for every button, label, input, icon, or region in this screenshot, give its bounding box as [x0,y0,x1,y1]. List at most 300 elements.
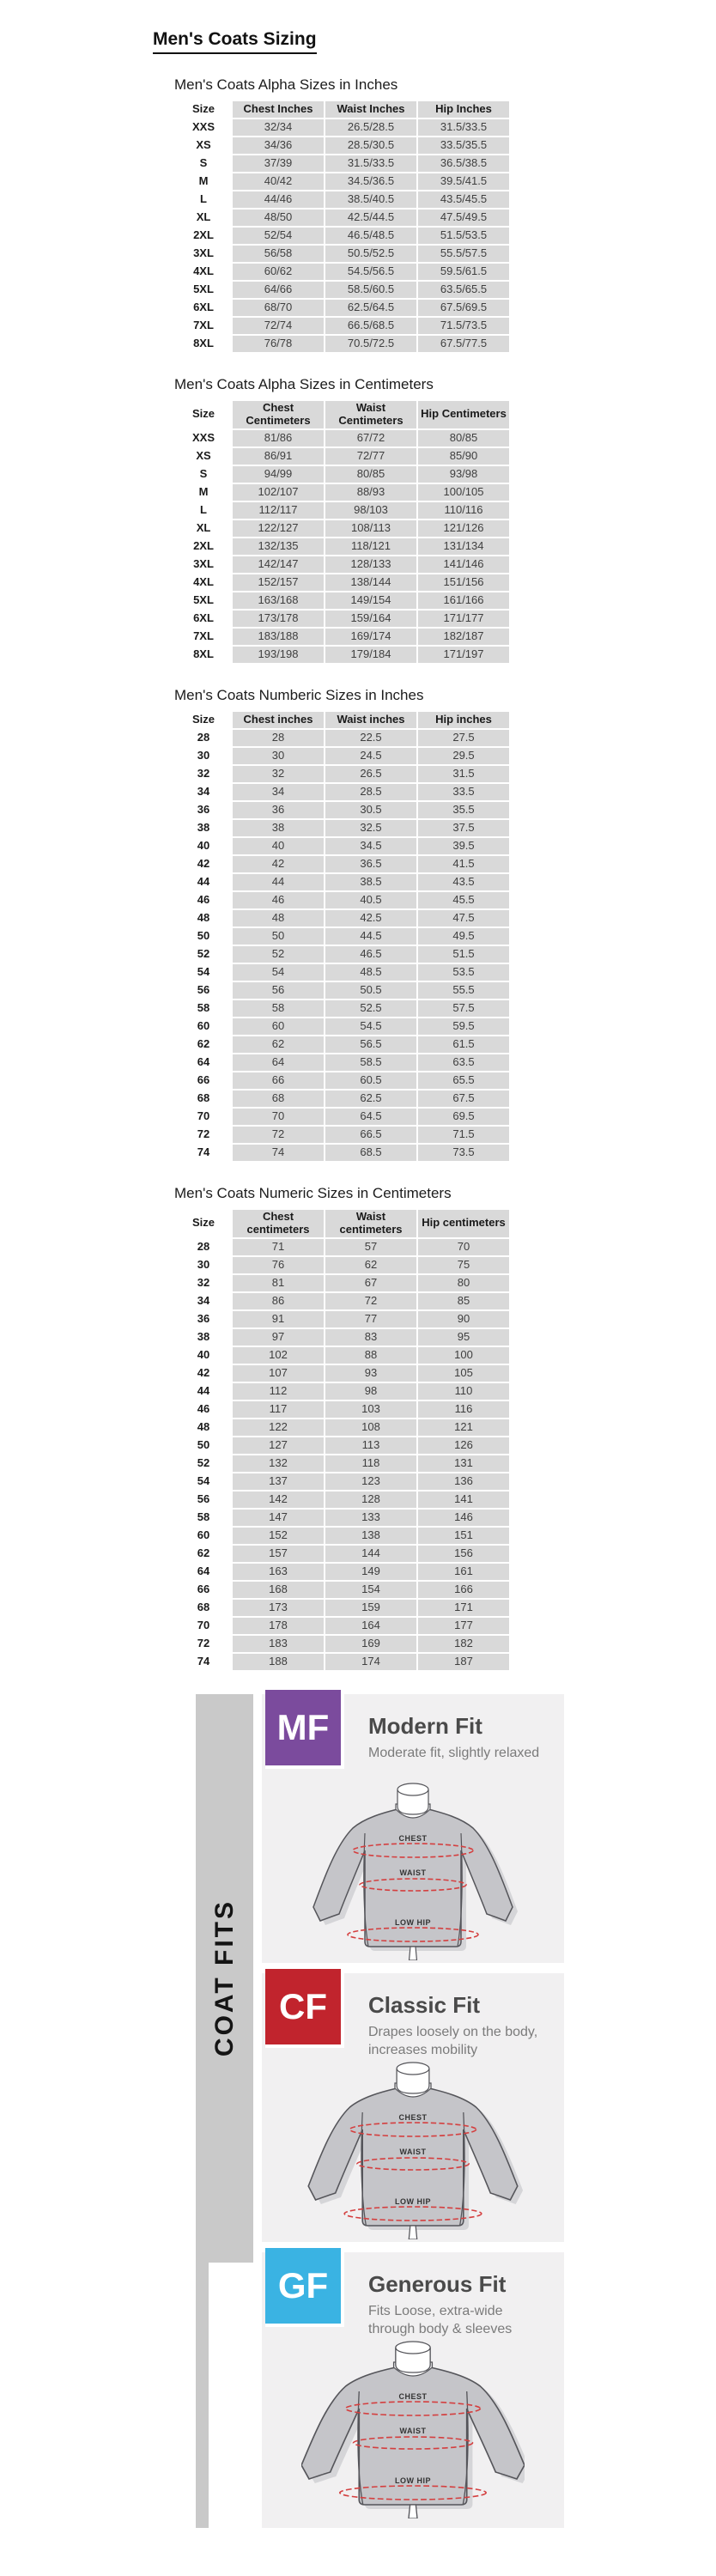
value-cell: 81/86 [233,430,324,447]
sizing-table-alpha-centimeters [174,399,511,665]
value-cell: 26.5 [325,766,416,782]
value-cell: 171/177 [418,611,509,627]
fit-card-classic [262,1973,564,2242]
table-row [176,1582,509,1598]
value-cell: 94/99 [233,466,324,483]
value-cell: 45.5 [418,892,509,908]
size-cell: 5XL [193,592,214,606]
table-row [176,1347,509,1364]
sizing-table-numeric-centimeters [174,1208,511,1672]
fit-title: Modern Fit [368,1712,482,1739]
value-cell: 179/184 [325,647,416,663]
table-row [176,155,509,172]
sizing-table-numeric-inches [174,710,511,1163]
value-cell: 81 [233,1275,324,1291]
table-row [176,1000,509,1017]
table-row [176,1510,509,1526]
value-cell: 159/164 [325,611,416,627]
size-cell: 62 [197,1036,210,1050]
size-cell: 50 [197,928,210,942]
size-cell: 40 [197,838,210,852]
value-cell: 174 [325,1654,416,1670]
value-cell: 88/93 [325,484,416,501]
value-cell: 98 [325,1383,416,1400]
table-row [176,246,509,262]
value-cell: 28.5 [325,784,416,800]
value-cell: 38.5/40.5 [325,191,416,208]
table-row [176,119,509,136]
value-cell: 171/197 [418,647,509,663]
value-cell: 63.5/65.5 [418,282,509,298]
value-cell: 85 [418,1293,509,1309]
value-cell: 54 [233,964,324,981]
value-cell: 31.5 [418,766,509,782]
value-cell: 46.5 [325,946,416,963]
value-cell: 83 [325,1329,416,1346]
value-cell: 169/174 [325,629,416,645]
value-cell: 91 [233,1311,324,1327]
size-cell: 50 [197,1437,210,1451]
value-cell: 132 [233,1455,324,1472]
legs-hint [409,2226,416,2239]
size-cell: 48 [197,910,210,924]
size-cell: 66 [197,1072,210,1086]
header-row [176,1210,509,1237]
value-cell: 178 [233,1618,324,1634]
value-cell: 112 [233,1383,324,1400]
value-cell: 62.5 [325,1091,416,1107]
value-cell: 62 [325,1257,416,1273]
fit-title: Classic Fit [368,1991,481,2018]
size-cell: 68 [197,1091,210,1104]
table-row [176,466,509,483]
table-row [176,1293,509,1309]
table-row [176,730,509,746]
fit-badge: CF [265,1969,344,2048]
value-cell: 51.5 [418,946,509,963]
fit-card-modern [262,1694,564,1963]
table-row [176,1473,509,1490]
value-cell: 171 [418,1600,509,1616]
size-cell: 2XL [193,538,214,552]
value-cell: 41.5 [418,856,509,872]
table-row [176,430,509,447]
table-row [176,1419,509,1436]
column-header: Hip centimeters [418,1210,509,1237]
value-cell: 141/146 [418,556,509,573]
value-cell: 131 [418,1455,509,1472]
fit-card-generous [262,2252,564,2528]
table-row [176,1072,509,1089]
chest-measure-label: CHEST [398,2391,428,2401]
value-cell: 177 [418,1618,509,1634]
value-cell: 107 [233,1365,324,1382]
value-cell: 157 [233,1546,324,1562]
value-cell: 68 [233,1091,324,1107]
value-cell: 38 [233,820,324,836]
size-cell: 58 [197,1000,210,1014]
value-cell: 31.5/33.5 [325,155,416,172]
size-cell: 54 [197,1473,210,1487]
size-cell: 36 [197,802,210,816]
size-cell: 32 [197,766,210,780]
value-cell: 163 [233,1564,324,1580]
fit-description: Moderate fit, slightly relaxed [368,1745,540,1760]
size-cell: 44 [197,874,210,888]
value-cell: 118 [325,1455,416,1472]
size-cell: 6XL [193,301,214,314]
value-cell: 60.5 [325,1072,416,1089]
lowhip-measure-label: LOW HIP [395,2196,431,2206]
value-cell: 121 [418,1419,509,1436]
value-cell: 33.5/35.5 [418,137,509,154]
size-cell: 48 [197,1419,210,1433]
value-cell: 37.5 [418,820,509,836]
value-cell: 39.5/41.5 [418,173,509,190]
section-title: Men's Coats Alpha Sizes in Centimeters [174,376,434,392]
value-cell: 30.5 [325,802,416,818]
coat-illustration [301,2336,525,2518]
value-cell: 73.5 [418,1145,509,1161]
table-row [176,137,509,154]
section-title: Men's Coats Alpha Sizes in Inches [174,76,398,93]
size-cell: 42 [197,856,210,870]
value-cell: 40.5 [325,892,416,908]
lowhip-measure-label: LOW HIP [395,2476,431,2485]
column-header: Hip Centimeters [418,401,509,428]
size-cell: M [198,484,209,498]
value-cell: 163/168 [233,592,324,609]
value-cell: 121/126 [418,520,509,537]
column-header: Chest centimeters [233,1210,324,1237]
coat-drawing [301,2336,525,2518]
value-cell: 132/135 [233,538,324,555]
value-cell: 50 [233,928,324,945]
value-cell: 122/127 [233,520,324,537]
size-cell: 28 [197,730,210,744]
value-cell: 35.5 [418,802,509,818]
value-cell: 58.5/60.5 [325,282,416,298]
value-cell: 56 [233,982,324,999]
value-cell: 32 [233,766,324,782]
value-cell: 66 [233,1072,324,1089]
value-cell: 80 [418,1275,509,1291]
value-cell: 22.5 [325,730,416,746]
value-cell: 72 [325,1293,416,1309]
size-cell: 58 [197,1510,210,1523]
value-cell: 42.5 [325,910,416,927]
value-cell: 72/77 [325,448,416,465]
value-cell: 72 [233,1127,324,1143]
waist-measure-label: WAIST [399,2426,427,2435]
value-cell: 183 [233,1636,324,1652]
size-cell: 6XL [193,611,214,624]
value-cell: 69.5 [418,1109,509,1125]
size-cell: 60 [197,1528,210,1541]
size-cell: 4XL [193,574,214,588]
column-header: Size [191,1216,215,1230]
section-numeric-inches [174,687,511,1163]
value-cell: 70.5/72.5 [325,336,416,352]
value-cell: 32.5 [325,820,416,836]
table-row [176,556,509,573]
coat-fits-section [196,1694,716,2528]
table-row [176,1401,509,1418]
table-row [176,1455,509,1472]
value-cell: 116 [418,1401,509,1418]
size-cell: 34 [197,784,210,798]
size-cell: 72 [197,1127,210,1140]
table-row [176,838,509,854]
value-cell: 98/103 [325,502,416,519]
value-cell: 161/166 [418,592,509,609]
value-cell: 138/144 [325,574,416,591]
coat-fits-sidebar [196,1694,253,2528]
table-row [176,820,509,836]
column-header: Waist Centimeters [325,401,416,428]
column-header: Chest Centimeters [233,401,324,428]
fit-description: Drapes loosely on the body, increases mobility [368,2024,538,2058]
value-cell: 71.5 [418,1127,509,1143]
value-cell: 61.5 [418,1036,509,1053]
fit-title: Generous Fit [368,2270,507,2297]
size-cell: XS [196,448,211,462]
table-row [176,336,509,352]
size-cell: 64 [197,1054,210,1068]
value-cell: 43.5 [418,874,509,890]
header-row [176,401,509,428]
value-cell: 47.5/49.5 [418,210,509,226]
value-cell: 67.5/77.5 [418,336,509,352]
value-cell: 39.5 [418,838,509,854]
value-cell: 28.5/30.5 [325,137,416,154]
table-row [176,1528,509,1544]
section-title: Men's Coats Numeric Sizes in Centimeters [174,1184,452,1201]
value-cell: 168 [233,1582,324,1598]
value-cell: 58.5 [325,1054,416,1071]
size-cell: 8XL [193,647,214,660]
table-row [176,611,509,627]
value-cell: 57 [325,1239,416,1255]
header-row [176,712,509,728]
value-cell: 71 [233,1239,324,1255]
value-cell: 144 [325,1546,416,1562]
value-cell: 93/98 [418,466,509,483]
value-cell: 40 [233,838,324,854]
table-row [176,1127,509,1143]
section-alpha-inches [174,76,511,354]
size-cell: 4XL [193,264,214,278]
table-row [176,964,509,981]
value-cell: 64.5 [325,1109,416,1125]
value-cell: 34.5/36.5 [325,173,416,190]
size-cell: 70 [197,1109,210,1122]
value-cell: 62 [233,1036,324,1053]
table-row [176,1600,509,1616]
size-cell: XS [196,138,211,152]
value-cell: 44 [233,874,324,890]
value-cell: 122 [233,1419,324,1436]
table-row [176,766,509,782]
column-header: Chest inches [233,712,324,728]
size-cell: 42 [197,1365,210,1379]
value-cell: 118/121 [325,538,416,555]
value-cell: 95 [418,1329,509,1346]
table-row [176,1018,509,1035]
size-cell: XL [196,210,211,224]
waist-measure-label: WAIST [399,1868,427,1877]
table-row [176,1636,509,1652]
value-cell: 142 [233,1492,324,1508]
table-row [176,874,509,890]
size-cell: 70 [197,1618,210,1631]
table-row [176,910,509,927]
value-cell: 126 [418,1437,509,1454]
value-cell: 60 [233,1018,324,1035]
size-cell: 56 [197,1492,210,1505]
value-cell: 66.5/68.5 [325,318,416,334]
value-cell: 77 [325,1311,416,1327]
value-cell: 149/154 [325,592,416,609]
section-alpha-centimeters [174,376,511,665]
value-cell: 169 [325,1636,416,1652]
value-cell: 76/78 [233,336,324,352]
table-row [176,1257,509,1273]
size-cell: 52 [197,1455,210,1469]
value-cell: 56/58 [233,246,324,262]
table-row [176,856,509,872]
page-title: Men's Coats Sizing [153,29,317,54]
value-cell: 42 [233,856,324,872]
value-cell: 113 [325,1437,416,1454]
value-cell: 188 [233,1654,324,1670]
size-cell: 46 [197,892,210,906]
value-cell: 52/54 [233,228,324,244]
chest-measure-label: CHEST [398,2112,428,2122]
value-cell: 54.5 [325,1018,416,1035]
table-row [176,892,509,908]
value-cell: 151/156 [418,574,509,591]
value-cell: 110 [418,1383,509,1400]
size-cell: 30 [197,748,210,762]
value-cell: 42.5/44.5 [325,210,416,226]
value-cell: 49.5 [418,928,509,945]
size-cell: M [198,174,209,188]
table-row [176,318,509,334]
size-cell: 7XL [193,319,214,332]
value-cell: 133 [325,1510,416,1526]
value-cell: 56.5 [325,1036,416,1053]
value-cell: 183/188 [233,629,324,645]
value-cell: 36 [233,802,324,818]
size-cell: 8XL [193,337,214,350]
value-cell: 182/187 [418,629,509,645]
value-cell: 123 [325,1473,416,1490]
table-row [176,1437,509,1454]
section-title: Men's Coats Numberic Sizes in Inches [174,686,424,703]
size-cell: L [200,502,207,516]
table-row [176,748,509,764]
value-cell: 102 [233,1347,324,1364]
column-header: Size [191,712,215,726]
value-cell: 154 [325,1582,416,1598]
table-row [176,228,509,244]
table-row [176,1036,509,1053]
column-header: Waist inches [325,712,416,728]
value-cell: 33.5 [418,784,509,800]
value-cell: 59.5/61.5 [418,264,509,280]
value-cell: 127 [233,1437,324,1454]
value-cell: 136 [418,1473,509,1490]
value-cell: 68/70 [233,300,324,316]
size-cell: 56 [197,982,210,996]
coat-fits-bar-tail [196,2263,209,2528]
size-cell: 74 [197,1145,210,1158]
table-row [176,1054,509,1071]
value-cell: 105 [418,1365,509,1382]
value-cell: 103 [325,1401,416,1418]
size-cell: 72 [197,1636,210,1649]
value-cell: 44.5 [325,928,416,945]
value-cell: 34/36 [233,137,324,154]
size-cell: 66 [197,1582,210,1595]
size-cell: XL [196,520,211,534]
size-cell: S [199,156,208,170]
fit-cards [262,1694,564,2528]
value-cell: 38.5 [325,874,416,890]
value-cell: 93 [325,1365,416,1382]
waist-measure-label: WAIST [399,2147,427,2156]
value-cell: 50.5/52.5 [325,246,416,262]
table-row [176,1492,509,1508]
table-row [176,1546,509,1562]
size-cell: 3XL [193,556,214,570]
fit-badge: GF [265,2248,344,2327]
legs-hint [409,2505,417,2518]
size-cell: 36 [197,1311,210,1325]
size-cell: 2XL [193,228,214,242]
table-row [176,629,509,645]
table-row [176,1383,509,1400]
value-cell: 24.5 [325,748,416,764]
size-cell: 7XL [193,629,214,642]
table-row [176,264,509,280]
value-cell: 48/50 [233,210,324,226]
value-cell: 52 [233,946,324,963]
column-header: Hip inches [418,712,509,728]
coat-illustration [301,2057,525,2239]
value-cell: 108 [325,1419,416,1436]
legs-hint [410,1947,417,1960]
value-cell: 48.5 [325,964,416,981]
value-cell: 151 [418,1528,509,1544]
table-row [176,1654,509,1670]
value-cell: 76 [233,1257,324,1273]
table-row [176,1109,509,1125]
table-row [176,1239,509,1255]
value-cell: 100/105 [418,484,509,501]
fit-badge: MF [265,1690,344,1769]
size-cell: 64 [197,1564,210,1577]
size-cell: 3XL [193,246,214,260]
value-cell: 40/42 [233,173,324,190]
value-cell: 46 [233,892,324,908]
size-cell: 62 [197,1546,210,1559]
coat-fits-bar [196,1694,253,2263]
size-cell: XXS [191,120,215,134]
value-cell: 86/91 [233,448,324,465]
value-cell: 32/34 [233,119,324,136]
